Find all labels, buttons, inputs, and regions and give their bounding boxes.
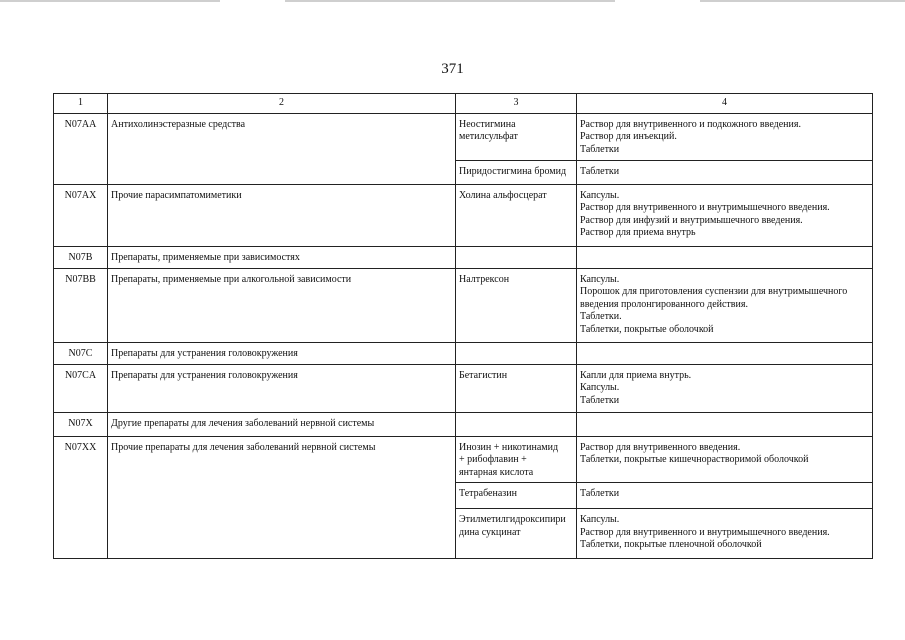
atc-code-cell: N07XX (54, 436, 108, 559)
page-number: 371 (441, 61, 464, 77)
column-header-3: 3 (456, 94, 577, 114)
dosage-form-line: Таблетки (580, 143, 620, 155)
drug-name-cell (456, 509, 577, 559)
table-row (54, 246, 873, 268)
drug-name-line: метилсульфат (459, 131, 518, 142)
atc-code-cell: N07CA (54, 364, 108, 412)
dosage-forms-cell (577, 436, 873, 483)
drug-name-line: Бетагистин (459, 369, 508, 381)
dosage-form-line: Таблетки, покрытые оболочкой (580, 323, 714, 335)
table-row (54, 113, 873, 160)
group-name-cell: Антихолинэстеразные средства (108, 113, 456, 184)
dosage-form-line: Таблетки. (580, 311, 622, 322)
dosage-form-line: Раствор для инфузий и внутримышечного введения. (580, 214, 803, 226)
drug-name-line: + рибофлавин + (459, 454, 527, 465)
dosage-form-line: Капсулы. (580, 273, 620, 285)
dosage-form-line: введения пролонгированного действия. (580, 298, 748, 310)
dosage-forms-cell (577, 342, 873, 364)
dosage-forms-cell (577, 246, 873, 268)
drug-name-cell (456, 412, 577, 436)
drug-name-cell (456, 436, 577, 483)
dosage-form-line: Таблетки (580, 165, 620, 177)
table-row (54, 342, 873, 364)
drug-name-line: янтарная кислота (459, 466, 534, 478)
dosage-form-line: Раствор для внутривенного и внутримышечного введения. (580, 526, 830, 538)
dosage-form-line: Капсулы. (580, 514, 620, 525)
dosage-forms-cell (577, 483, 873, 509)
scan-edge-line (285, 0, 615, 2)
dosage-form-line: Раствор для инъекций. (580, 131, 677, 142)
drug-name-cell (456, 113, 577, 160)
dosage-forms-cell (577, 509, 873, 559)
dosage-form-line: Таблетки, покрытые кишечнорастворимой оболочкой (580, 454, 809, 465)
drug-name-line: дина сукцинат (459, 526, 521, 538)
drug-name-line: Инозин + никотинамид (459, 441, 559, 453)
table-row (54, 268, 873, 342)
table-row (54, 364, 873, 412)
dosage-forms-cell (577, 160, 873, 184)
dosage-form-line: Капли для приема внутрь. (580, 369, 692, 381)
drug-name-line: Пиридостигмина бромид (459, 165, 567, 177)
dosage-form-line: Порошок для приготовления суспензии для внутримышечного (580, 286, 848, 297)
drug-name-cell (456, 160, 577, 184)
dosage-form-line: Раствор для приема внутрь (580, 227, 696, 238)
column-header-4: 4 (577, 94, 873, 114)
scan-edge-line (0, 0, 220, 2)
dosage-form-line: Таблетки (580, 488, 620, 499)
drug-name-line: Этилметилгидроксипири (459, 514, 566, 525)
dosage-form-line: Таблетки, покрытые пленочной оболочкой (580, 539, 762, 550)
drug-classification-table (53, 93, 873, 559)
dosage-forms-cell (577, 184, 873, 246)
atc-code-cell: N07AA (54, 113, 108, 184)
drug-name-cell (456, 342, 577, 364)
group-name-cell: Прочие парасимпатомиметики (108, 184, 456, 246)
dosage-forms-cell (577, 412, 873, 436)
scan-edge-line (700, 0, 905, 2)
atc-code-cell: N07AX (54, 184, 108, 246)
drug-name-cell (456, 364, 577, 412)
group-name-cell: Препараты, применяемые при зависимостях (108, 246, 456, 268)
drug-name-cell (456, 483, 577, 509)
dosage-form-line: Таблетки (580, 394, 620, 406)
atc-code-cell: N07X (54, 412, 108, 436)
dosage-form-line: Капсулы. (580, 382, 620, 393)
dosage-form-line: Капсулы. (580, 189, 620, 201)
drug-name-line: Неостигмина (459, 118, 516, 130)
group-name-cell: Прочие препараты для лечения заболеваний нервной системы (108, 436, 456, 559)
table-row (54, 436, 873, 483)
atc-code-cell: N07B (54, 246, 108, 268)
group-name-cell: Другие препараты для лечения заболеваний нервной системы (108, 412, 456, 436)
drug-name-cell (456, 268, 577, 342)
column-header-2: 2 (108, 94, 456, 114)
dosage-form-line: Раствор для внутривенного и подкожного введения. (580, 118, 801, 130)
dosage-forms-cell (577, 113, 873, 160)
table-header-row (54, 94, 873, 114)
group-name-cell: Препараты для устранения головокружения (108, 364, 456, 412)
group-name-cell: Препараты для устранения головокружения (108, 342, 456, 364)
dosage-forms-cell (577, 364, 873, 412)
drug-name-line: Тетрабеназин (459, 488, 517, 499)
drug-name-line: Холина альфосцерат (459, 189, 547, 201)
table-row (54, 184, 873, 246)
drug-name-line: Налтрексон (459, 273, 510, 285)
dosage-form-line: Раствор для внутривенного введения. (580, 441, 741, 453)
atc-code-cell: N07C (54, 342, 108, 364)
table-row (54, 412, 873, 436)
drug-name-cell (456, 246, 577, 268)
atc-code-cell: N07BB (54, 268, 108, 342)
column-header-1: 1 (54, 94, 108, 114)
dosage-form-line: Раствор для внутривенного и внутримышечного введения. (580, 202, 830, 213)
group-name-cell: Препараты, применяемые при алкогольной зависимости (108, 268, 456, 342)
drug-name-cell (456, 184, 577, 246)
dosage-forms-cell (577, 268, 873, 342)
